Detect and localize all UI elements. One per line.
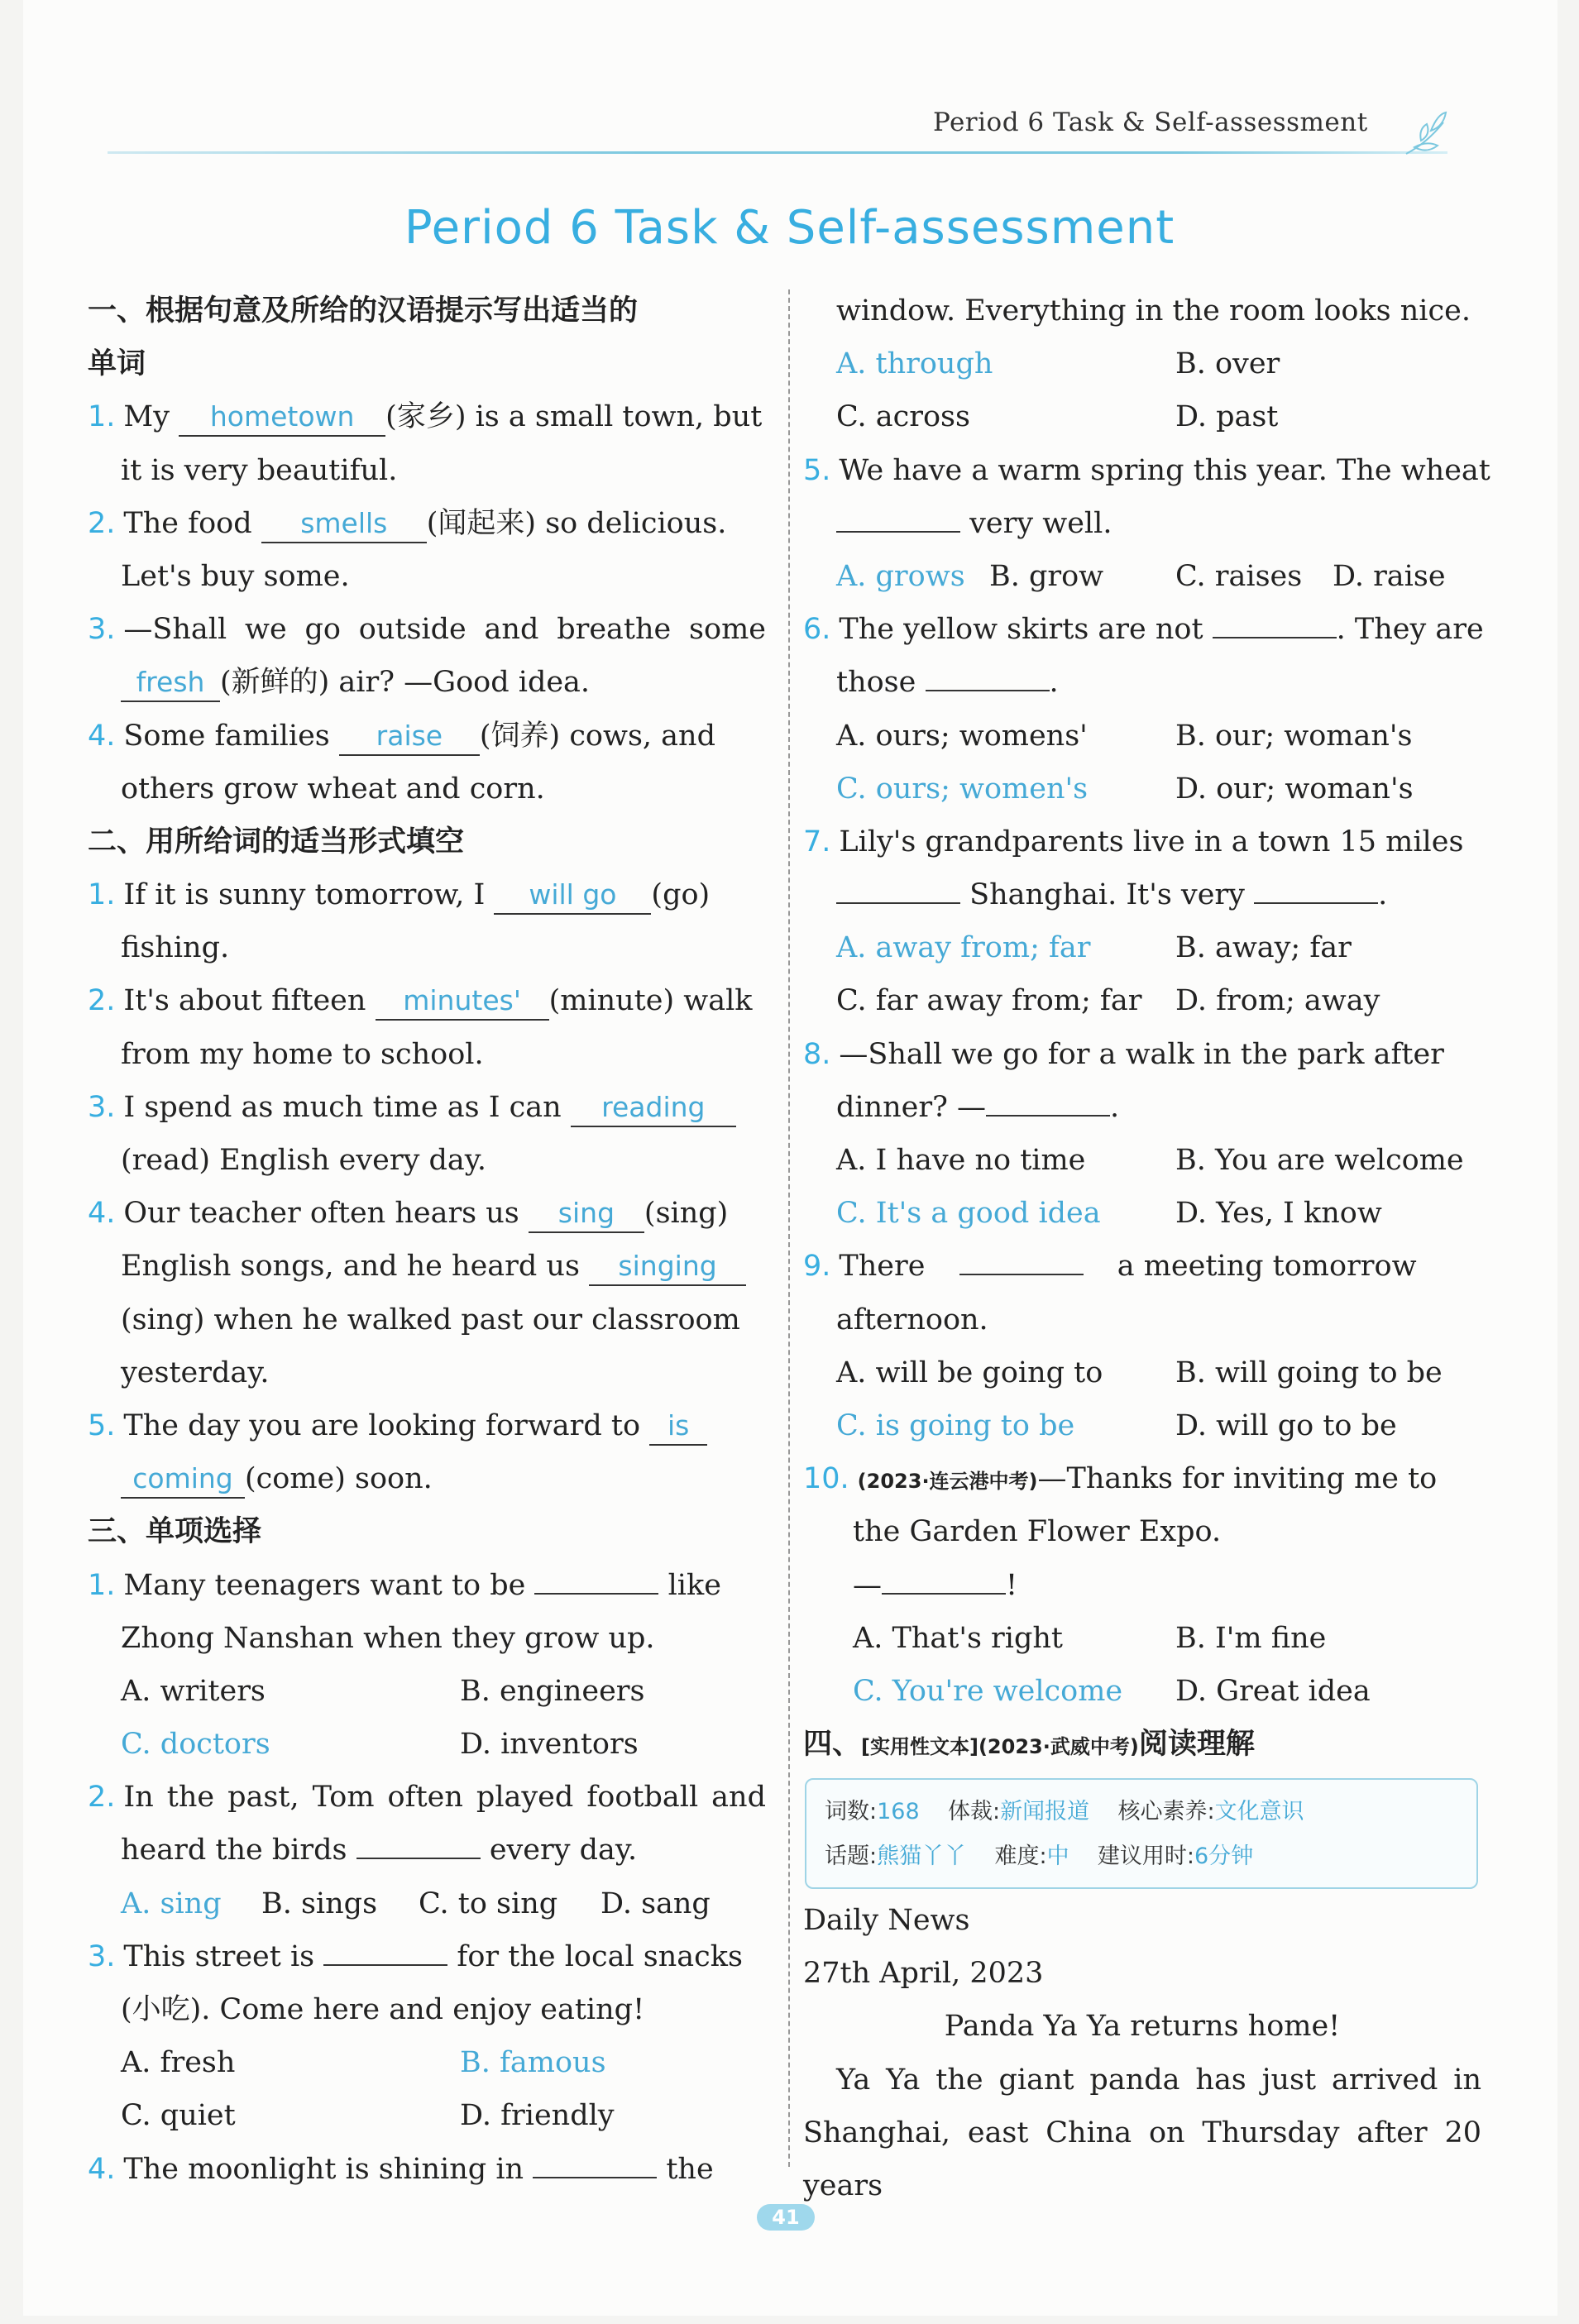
option-c[interactable]: C. quiet [121, 2099, 236, 2133]
s3-q4-options-cd [803, 390, 1481, 443]
reading-passage [803, 1894, 1481, 2202]
s3-q5-options [803, 550, 1481, 603]
option-a[interactable]: A. grows [836, 559, 965, 593]
answer-blank[interactable] [1213, 637, 1337, 638]
s1-q3-cont: fresh (新鲜的) air? —Good idea. [88, 656, 766, 709]
answer-blank[interactable] [882, 1593, 1006, 1595]
answer-blank[interactable] [534, 1593, 658, 1595]
option-a[interactable]: A. That's right [853, 1621, 1063, 1655]
passage-line: Ya Ya the giant panda has just arrived in [836, 2063, 1481, 2097]
option-c[interactable]: C. across [836, 400, 970, 434]
option-a[interactable]: A. fresh [121, 2046, 236, 2080]
s3-q2: 2. In the past, Tom often played football and [88, 1781, 766, 1815]
answer-blank[interactable]: fresh [121, 664, 220, 702]
answer-blank[interactable]: reading [571, 1089, 736, 1127]
option-b[interactable]: B. away; far [1175, 931, 1352, 965]
s3-q7: 7. Lily's grandparents live in a town 15 miles [803, 825, 1464, 858]
option-b[interactable]: B. famous [460, 2046, 606, 2080]
answer-blank[interactable]: hometown [179, 399, 385, 437]
s3-q10-cont2: — ! [853, 1568, 1018, 1602]
answer-blank[interactable]: is [649, 1408, 707, 1446]
section3-heading: 三、单项选择 [88, 1515, 262, 1549]
option-a[interactable]: A. writers [121, 1674, 266, 1708]
s2-q4: 4. Our teacher often hears us sing (sing) [88, 1187, 766, 1240]
option-a[interactable]: A. sing [121, 1886, 222, 1920]
s3-q5-cont: very well. [803, 497, 1481, 550]
info-row-2: 话题:熊猫丫丫 难度:中 建议用时:6分钟 [825, 1843, 1254, 1869]
s1-q4-cont: others grow wheat and corn. [121, 772, 545, 806]
s3-q2-options [88, 1877, 766, 1930]
s3-q10-options-cd [803, 1665, 1481, 1718]
s3-q7-options-ab [803, 921, 1481, 974]
option-d[interactable]: D. our; woman's [1175, 772, 1414, 806]
answer-blank[interactable] [986, 1115, 1110, 1117]
option-a[interactable]: A. away from; far [836, 931, 1091, 965]
info-row-1: 词数:168 体裁:新闻报道 核心素养:文化意识 [825, 1799, 1304, 1824]
running-header: Period 6 Task & Self-assessment [933, 108, 1368, 137]
s3-q6: 6. The yellow skirts are not . They are [803, 613, 1484, 647]
passage-source: Daily News [803, 1904, 970, 1937]
s2-q4-cont3: yesterday. [121, 1356, 270, 1389]
option-c[interactable]: C. It's a good idea [836, 1197, 1101, 1231]
passage-headline: Panda Ya Ya returns home! [944, 2010, 1341, 2044]
answer-blank[interactable]: coming [121, 1461, 245, 1499]
answer-blank[interactable]: will go [494, 877, 651, 915]
s3-q8-cont: dinner? — . [836, 1090, 1120, 1124]
answer-blank[interactable]: smells [261, 505, 427, 543]
option-d[interactable]: D. sang [600, 1886, 711, 1920]
reading-info-box [805, 1778, 1478, 1889]
option-d[interactable]: D. from; away [1175, 984, 1380, 1018]
s3-q9-cont: afternoon. [836, 1303, 988, 1337]
s3-q1: 1. Many teenagers want to be like [88, 1568, 721, 1602]
option-a[interactable]: A. through [836, 347, 993, 381]
s3-q9-options-ab [803, 1346, 1481, 1399]
s2-q1: 1. If it is sunny tomorrow, I will go (go) [88, 868, 766, 921]
option-a[interactable]: A. ours; womens' [836, 719, 1088, 753]
option-b[interactable]: B. engineers [460, 1674, 645, 1708]
option-d[interactable]: D. past [1175, 400, 1279, 434]
s3-q10: 10. (2023·连云港中考)—Thanks for inviting me to [803, 1462, 1438, 1496]
answer-blank[interactable] [959, 1274, 1084, 1275]
s3-q4-options-ab [803, 337, 1481, 390]
option-d[interactable]: D. will go to be [1175, 1408, 1397, 1442]
answer-blank[interactable]: minutes' [376, 983, 549, 1021]
s3-q8-options-ab [803, 1134, 1481, 1187]
option-d[interactable]: D. friendly [460, 2099, 615, 2133]
option-c[interactable]: C. far away from; far [836, 984, 1142, 1018]
s1-q4: 4. Some families raise (饲养) cows, and [88, 710, 766, 763]
option-c[interactable]: C. to sing [419, 1886, 558, 1920]
s3-q3-options-ab [88, 2036, 766, 2089]
option-a[interactable]: A. I have no time [836, 1144, 1086, 1177]
column-divider [788, 289, 790, 2167]
s3-q6-cont: those . [836, 666, 1059, 700]
section1-heading: 一、根据句意及所给的汉语提示写出适当的 [88, 294, 639, 328]
header-rule [108, 151, 1447, 154]
option-d[interactable]: D. Great idea [1175, 1674, 1371, 1708]
s2-q5-cont: coming (come) soon. [88, 1452, 766, 1505]
s3-q4-cont: window. Everything in the room looks nice. [836, 294, 1471, 328]
s1-q2-cont: Let's buy some. [121, 559, 350, 593]
option-b[interactable]: B. over [1175, 347, 1280, 381]
option-c[interactable]: C. doctors [121, 1728, 270, 1762]
s3-q2-cont: heard the birds every day. [121, 1834, 638, 1867]
answer-blank[interactable] [356, 1858, 481, 1859]
s3-q3-options-cd [88, 2089, 766, 2142]
option-b[interactable]: B. sings [261, 1886, 378, 1920]
s3-q3: 3. This street is for the local snacks [88, 1939, 743, 1973]
s3-q8: 8. —Shall we go for a walk in the park after [803, 1037, 1444, 1071]
s3-q4: 4. The moonlight is shining in the [88, 2152, 714, 2186]
s3-q7-options-cd [803, 974, 1481, 1027]
passage-date: 27th April, 2023 [803, 1957, 1044, 1991]
s2-q3: 3. I spend as much time as I can reading [88, 1081, 766, 1134]
option-d[interactable]: D. raise [1333, 559, 1446, 593]
s2-q4-cont2: (sing) when he walked past our classroom [121, 1303, 740, 1337]
s2-q2-cont: from my home to school. [121, 1037, 484, 1071]
s1-q1: 1. My hometown (家乡) is a small town, but [88, 390, 766, 443]
section4-heading: 四、[实用性文本](2023·武威中考)阅读理解 [803, 1728, 1255, 1762]
answer-blank[interactable] [1254, 902, 1378, 904]
answer-blank[interactable] [533, 2177, 657, 2178]
s3-q10-options-ab [803, 1612, 1481, 1665]
s3-q8-options-cd [803, 1187, 1481, 1240]
option-b[interactable]: B. our; woman's [1175, 719, 1413, 753]
option-c[interactable]: C. is going to be [836, 1408, 1075, 1442]
section1-heading-2: 单词 [88, 347, 146, 381]
s3-q5: 5. We have a warm spring this year. The wheat [803, 453, 1490, 487]
answer-blank[interactable] [836, 902, 960, 904]
option-b[interactable]: B. I'm fine [1175, 1621, 1327, 1655]
s3-q1-options-ab [88, 1665, 766, 1718]
option-d[interactable]: D. Yes, I know [1175, 1197, 1382, 1231]
s3-q9-options-cd [803, 1399, 1481, 1452]
s2-q2: 2. It's about fifteen minutes' (minute) walk [88, 974, 766, 1027]
answer-blank[interactable]: singing [589, 1248, 746, 1286]
option-b[interactable]: B. will going to be [1175, 1356, 1443, 1389]
s2-q4-cont: English songs, and he heard us singing [88, 1240, 766, 1293]
left-column [88, 285, 766, 2196]
s3-q3-cont: (小吃). Come here and enjoy eating! [121, 1993, 645, 2026]
section2-heading: 二、用所给词的适当形式填空 [88, 825, 465, 858]
s2-q1-cont: fishing. [121, 931, 230, 965]
s3-q9: 9. There a meeting tomorrow [803, 1250, 1417, 1284]
option-b[interactable]: B. You are welcome [1175, 1144, 1464, 1177]
s3-q6-options-cd [803, 763, 1481, 815]
s2-q5: 5. The day you are looking forward to is [88, 1399, 766, 1452]
answer-blank[interactable]: sing [529, 1195, 644, 1233]
option-b[interactable]: B. grow [989, 559, 1104, 593]
s1-q1-cont: it is very beautiful. [121, 453, 398, 487]
answer-blank[interactable]: raise [339, 718, 480, 756]
s3-q6-options-ab [803, 710, 1481, 763]
option-a[interactable]: A. will be going to [836, 1356, 1103, 1389]
right-column [803, 285, 1490, 1771]
s1-q2: 2. The food smells (闻起来) so delicious. [88, 497, 766, 550]
flower-icon [1398, 106, 1456, 164]
answer-blank[interactable] [926, 690, 1050, 691]
s3-q1-cont: Zhong Nanshan when they grow up. [121, 1621, 655, 1655]
page-number: 41 [757, 2204, 815, 2231]
s3-q1-options-cd [88, 1718, 766, 1771]
option-d[interactable]: D. inventors [460, 1728, 639, 1762]
option-c[interactable]: C. You're welcome [853, 1674, 1123, 1708]
passage-line: Shanghai, east China on Thursday after 20 years [803, 2116, 1481, 2202]
s2-q3-cont: (read) English every day. [121, 1144, 487, 1177]
page-title: Period 6 Task & Self-assessment [404, 201, 1175, 255]
option-c[interactable]: C. ours; women's [836, 772, 1089, 806]
option-c[interactable]: C. raises [1175, 559, 1303, 593]
s3-q7-cont: Shanghai. It's very . [803, 868, 1481, 921]
answer-blank[interactable] [323, 1964, 447, 1966]
s3-q10-cont: the Garden Flower Expo. [853, 1515, 1222, 1549]
s1-q3: 3. —Shall we go outside and breathe some [88, 613, 766, 647]
answer-blank[interactable] [836, 531, 960, 533]
